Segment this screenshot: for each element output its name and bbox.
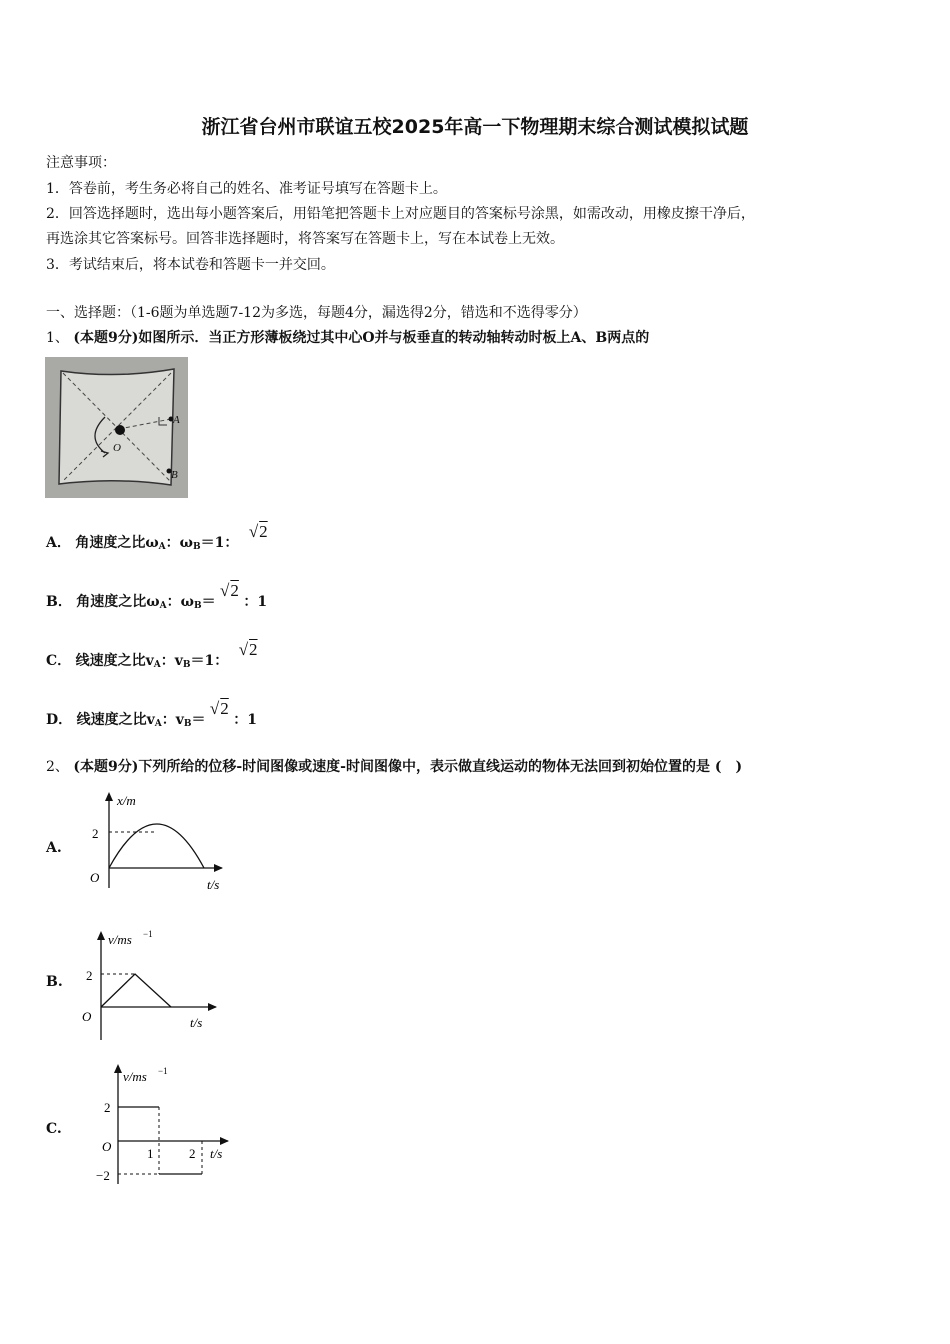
- option-d[interactable]: D． 线速度之比$v_A$：$v_B= √2$ ：1: [46, 699, 257, 729]
- y-axis-label: v/ms: [108, 932, 132, 947]
- point-b-label: B: [171, 469, 178, 481]
- x-tick-1: 1: [147, 1146, 154, 1161]
- notice-heading: 注意事项：: [46, 155, 116, 171]
- graph-c-vt: [92, 1058, 242, 1186]
- sqrt-symbol: √2: [248, 522, 268, 541]
- x-axis-label: t/s: [190, 1015, 203, 1030]
- option-label: C．: [46, 653, 72, 669]
- sqrt-symbol: √2: [209, 699, 229, 718]
- graph-b-vt: [76, 925, 226, 1040]
- option-a[interactable]: A． 角速度之比$\omega_A$：$\omega_B=1$： √2: [46, 522, 268, 552]
- option-b[interactable]: B． 角速度之比$\omega_A$：$\omega_B= √2$ ：1: [46, 581, 268, 611]
- question-text: (本题9分)如图所示．当正方形薄板绕过其中心O并与板垂直的转动轴转动时板上A、B两点的: [73, 330, 650, 346]
- question-1: [46, 327, 649, 347]
- point-a-label: A: [173, 414, 180, 426]
- center-o-label: O: [113, 442, 121, 454]
- notice-item-2: 2．回答选择题时，选出每小题答案后，用铅笔把答题卡上对应题目的答案标号涂黑，如需改动，用橡皮擦干净后，: [46, 206, 755, 222]
- sqrt-symbol: √2: [238, 640, 258, 659]
- graph-b-label[interactable]: B.: [46, 974, 63, 990]
- graph-c-label[interactable]: C.: [46, 1121, 62, 1137]
- sqrt-symbol: √2: [220, 581, 239, 600]
- square-plate-figure: [45, 357, 188, 498]
- graph-a-xt: [82, 788, 232, 896]
- tick-label: 2: [92, 826, 99, 841]
- page-title: 浙江省台州市联谊五校2025年高一下物理期末综合测试模拟试题: [201, 116, 749, 138]
- origin-label: O: [82, 1009, 92, 1024]
- y-axis-exponent: −1: [158, 1066, 168, 1076]
- notice-item-3: 3．考试结束后，将本试卷和答题卡一并交回。: [46, 257, 335, 273]
- tick-negative: −2: [96, 1168, 110, 1183]
- x-axis-label: t/s: [207, 877, 220, 892]
- option-label: A．: [46, 535, 71, 551]
- graph-a-label[interactable]: A.: [46, 840, 62, 856]
- question-number: 1、: [46, 330, 69, 346]
- notice-item-2-cont: 再选涂其它答案标号。回答非选择题时，将答案写在答题卡上，写在本试卷上无效。: [46, 231, 564, 247]
- tick-positive: 2: [104, 1100, 111, 1115]
- option-label: B．: [46, 594, 72, 610]
- y-axis-label: x/m: [117, 793, 136, 808]
- x-tick-2: 2: [189, 1146, 196, 1161]
- option-label: D．: [46, 712, 73, 728]
- origin-label: O: [90, 870, 100, 885]
- option-c[interactable]: C． 线速度之比$v_A$：$v_B=1$： √2: [46, 640, 258, 670]
- y-axis-label: v/ms: [123, 1069, 147, 1084]
- x-axis-label: t/s: [210, 1146, 223, 1161]
- origin-label: O: [102, 1139, 112, 1154]
- question-2: [46, 756, 742, 776]
- question-number: 2、: [46, 759, 69, 775]
- notice-item-1: 1．答卷前，考生务必将自己的姓名、准考证号填写在答题卡上。: [46, 181, 447, 197]
- section-heading: 一、选择题：（1-6题为单选题7-12为多选，每题4分，漏选得2分，错选和不选得零分）: [46, 305, 587, 321]
- y-axis-exponent: −1: [143, 929, 153, 939]
- question-text: (本题9分)下列所给的位移-时间图像或速度-时间图像中，表示做直线运动的物体无法回到初始位置的是 ( ): [73, 759, 743, 775]
- tick-label: 2: [86, 968, 93, 983]
